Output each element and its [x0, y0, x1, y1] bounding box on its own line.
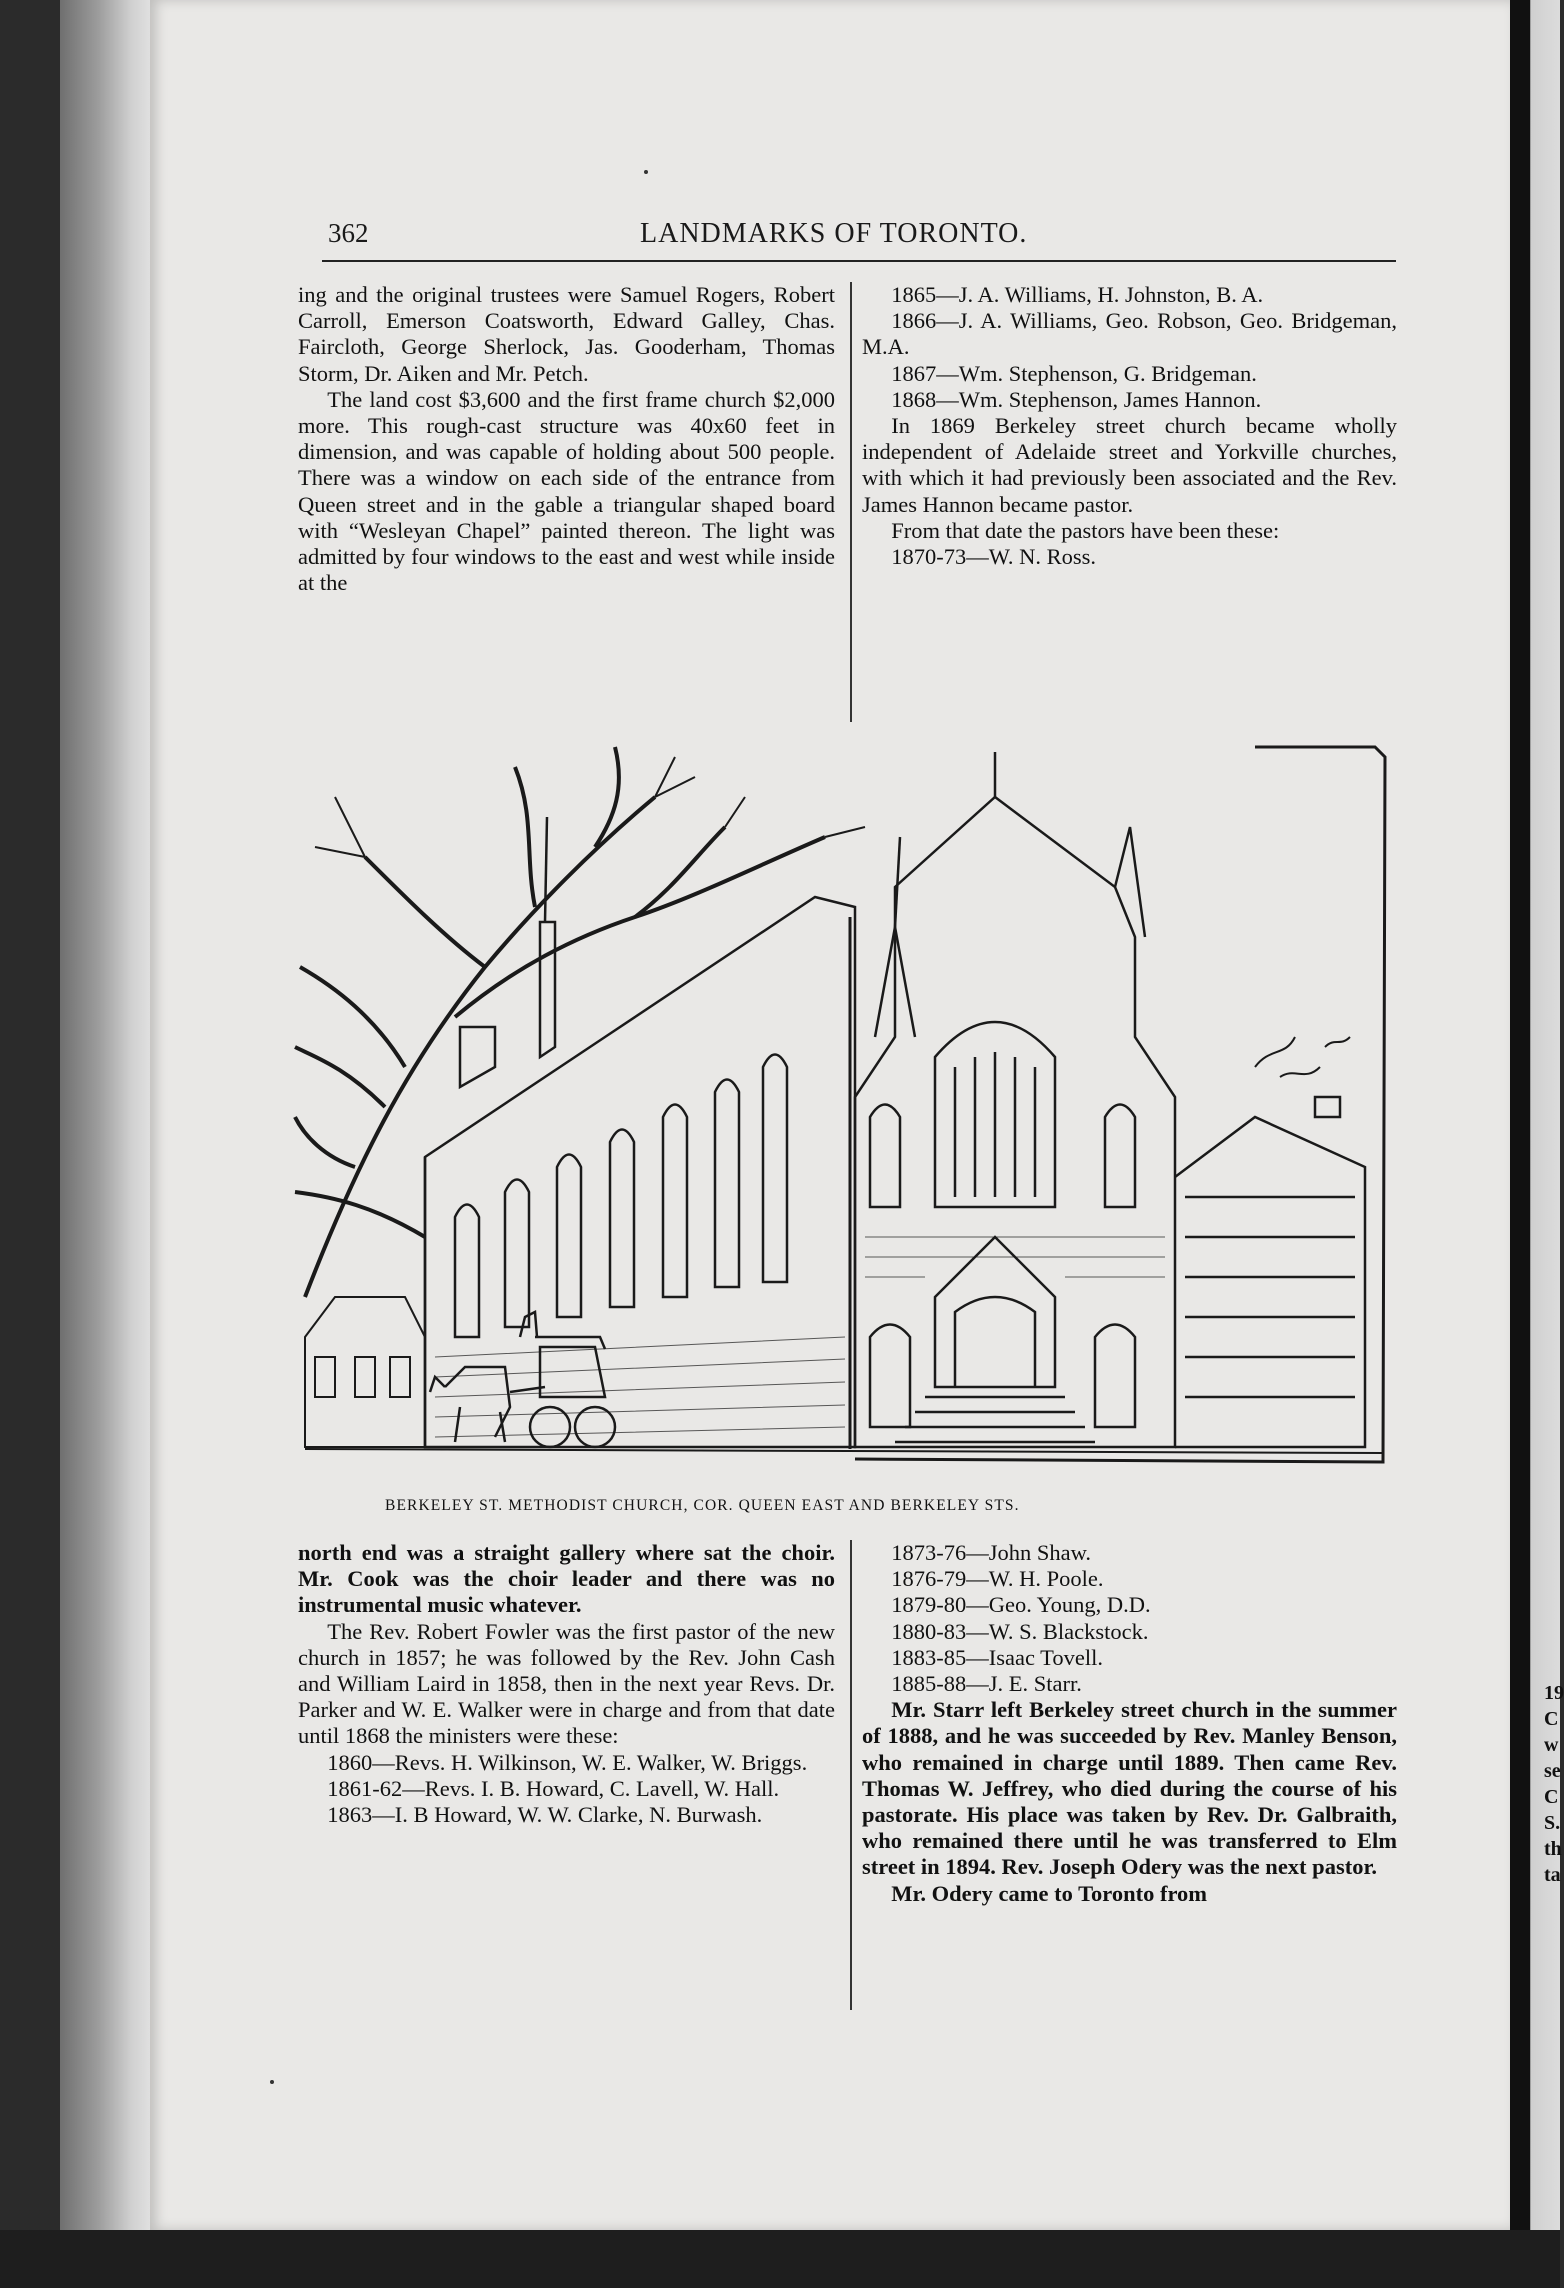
paragraph: ing and the original trustees were Samuel Rogers, Robert Carroll, Emerson Coatsworth, Edward Galley, Chas. Faircloth, George Sherlock, Jas. Gooderham, Thomas Storm, Dr. Aiken and Mr. Petch. [298, 282, 835, 386]
paragraph: 1873-76—John Shaw. [891, 1540, 1092, 1565]
adjacent-fragment: th [1544, 1838, 1562, 1860]
column-top-left [298, 282, 835, 596]
paragraph: The Rev. Robert Fowler was the first pastor of the new church in 1857; he was followed by the Rev. John Cash and William Laird in 1858, then in the next year Revs. Dr. Parker and W. E. Walker were in charge and from that date until 1868 the ministers were these: [298, 1618, 835, 1749]
book-spine [60, 0, 155, 2288]
paragraph: From that date the pastors have been these: [891, 517, 1280, 543]
paragraph: 1870-73—W. N. Ross. [891, 544, 1097, 570]
paragraph: 1880-83—W. S. Blackstock. [891, 1618, 1149, 1644]
adjacent-fragment: w [1544, 1734, 1559, 1756]
paragraph: In 1869 Berkeley street church became wholly independent of Adelaide street and Yorkville churches, with which it had previously been associated and the Rev. James Hannon became pastor. [862, 413, 1397, 517]
adjacent-fragment: S. [1544, 1812, 1561, 1834]
paragraph: 1865—J. A. Williams, H. Johnston, B. A. [891, 282, 1264, 307]
scan-background [0, 2230, 1560, 2288]
paragraph: 1885-88—J. E. Starr. [891, 1671, 1082, 1697]
column-rule [850, 282, 852, 722]
column-rule [850, 1540, 852, 2010]
paragraph: The land cost $3,600 and the first frame church $2,000 more. This rough-cast structure was 40x60 feet in dimension, and was capable of holding about 500 people. There was a window on each side of the entrance from Queen street and in the gable a triangular shaped board with “Wesleyan Chapel” painted thereon. The light was admitted by four windows to the east and west while inside at the [298, 386, 835, 596]
paragraph: 1860—Revs. H. Wilkinson, W. E. Walker, W. Briggs. [327, 1749, 808, 1775]
paragraph: 1866—J. A. Williams, Geo. Robson, Geo. Bridgeman, M.A. [862, 308, 1397, 360]
adjacent-page-edge [1510, 0, 1564, 2288]
paragraph: 1868—Wm. Stephenson, James Hannon. [891, 386, 1262, 412]
running-head: LANDMARKS OF TORONTO. [640, 218, 1028, 249]
page-number: 362 [328, 218, 369, 248]
church-illustration [295, 737, 1395, 1467]
paragraph: Mr. Odery came to Toronto from [891, 1880, 1208, 1906]
paragraph: 1879-80—Geo. Young, D.D. [891, 1592, 1151, 1618]
print-speck [270, 2080, 274, 2084]
column-bottom-left [298, 1540, 835, 1828]
header-rule [322, 260, 1396, 262]
column-bottom-right [862, 1540, 1397, 1907]
paragraph: north end was a straight gallery where sat the choir. Mr. Cook was the choir leader and there was no instrumental music whatever. [298, 1540, 835, 1618]
adjacent-fragment: 19 [1544, 1682, 1564, 1704]
print-speck [644, 170, 648, 174]
adjacent-fragment: C [1544, 1786, 1559, 1808]
adjacent-fragment: C [1544, 1708, 1559, 1730]
paragraph: 1861-62—Revs. I. B. Howard, C. Lavell, W. Hall. [327, 1775, 780, 1801]
paragraph: 1867—Wm. Stephenson, G. Bridgeman. [891, 360, 1257, 386]
column-top-right [862, 282, 1397, 570]
paragraph: Mr. Starr left Berkeley street church in the summer of 1888, and he was succeeded by Rev. Manley Benson, who remained in charge until 1889. Then came Rev. Thomas W. Jeffrey, who died during the course of his pastorate. His place was taken by Rev. Dr. Galbraith, who remained there until he was transferred to Elm street in 1894. Rev. Joseph Odery was the next pastor. [862, 1697, 1397, 1880]
paragraph: 1876-79—W. H. Poole. [891, 1566, 1104, 1592]
paragraph: 1883-85—Isaac Tovell. [891, 1644, 1103, 1670]
paragraph: 1863—I. B Howard, W. W. Clarke, N. Burwash. [327, 1802, 763, 1828]
adjacent-fragment: ta [1544, 1864, 1561, 1886]
illustration-caption: BERKELEY ST. METHODIST CHURCH, COR. QUEEN EAST AND BERKELEY STS. [385, 1497, 1020, 1514]
adjacent-fragment: se [1544, 1760, 1561, 1782]
